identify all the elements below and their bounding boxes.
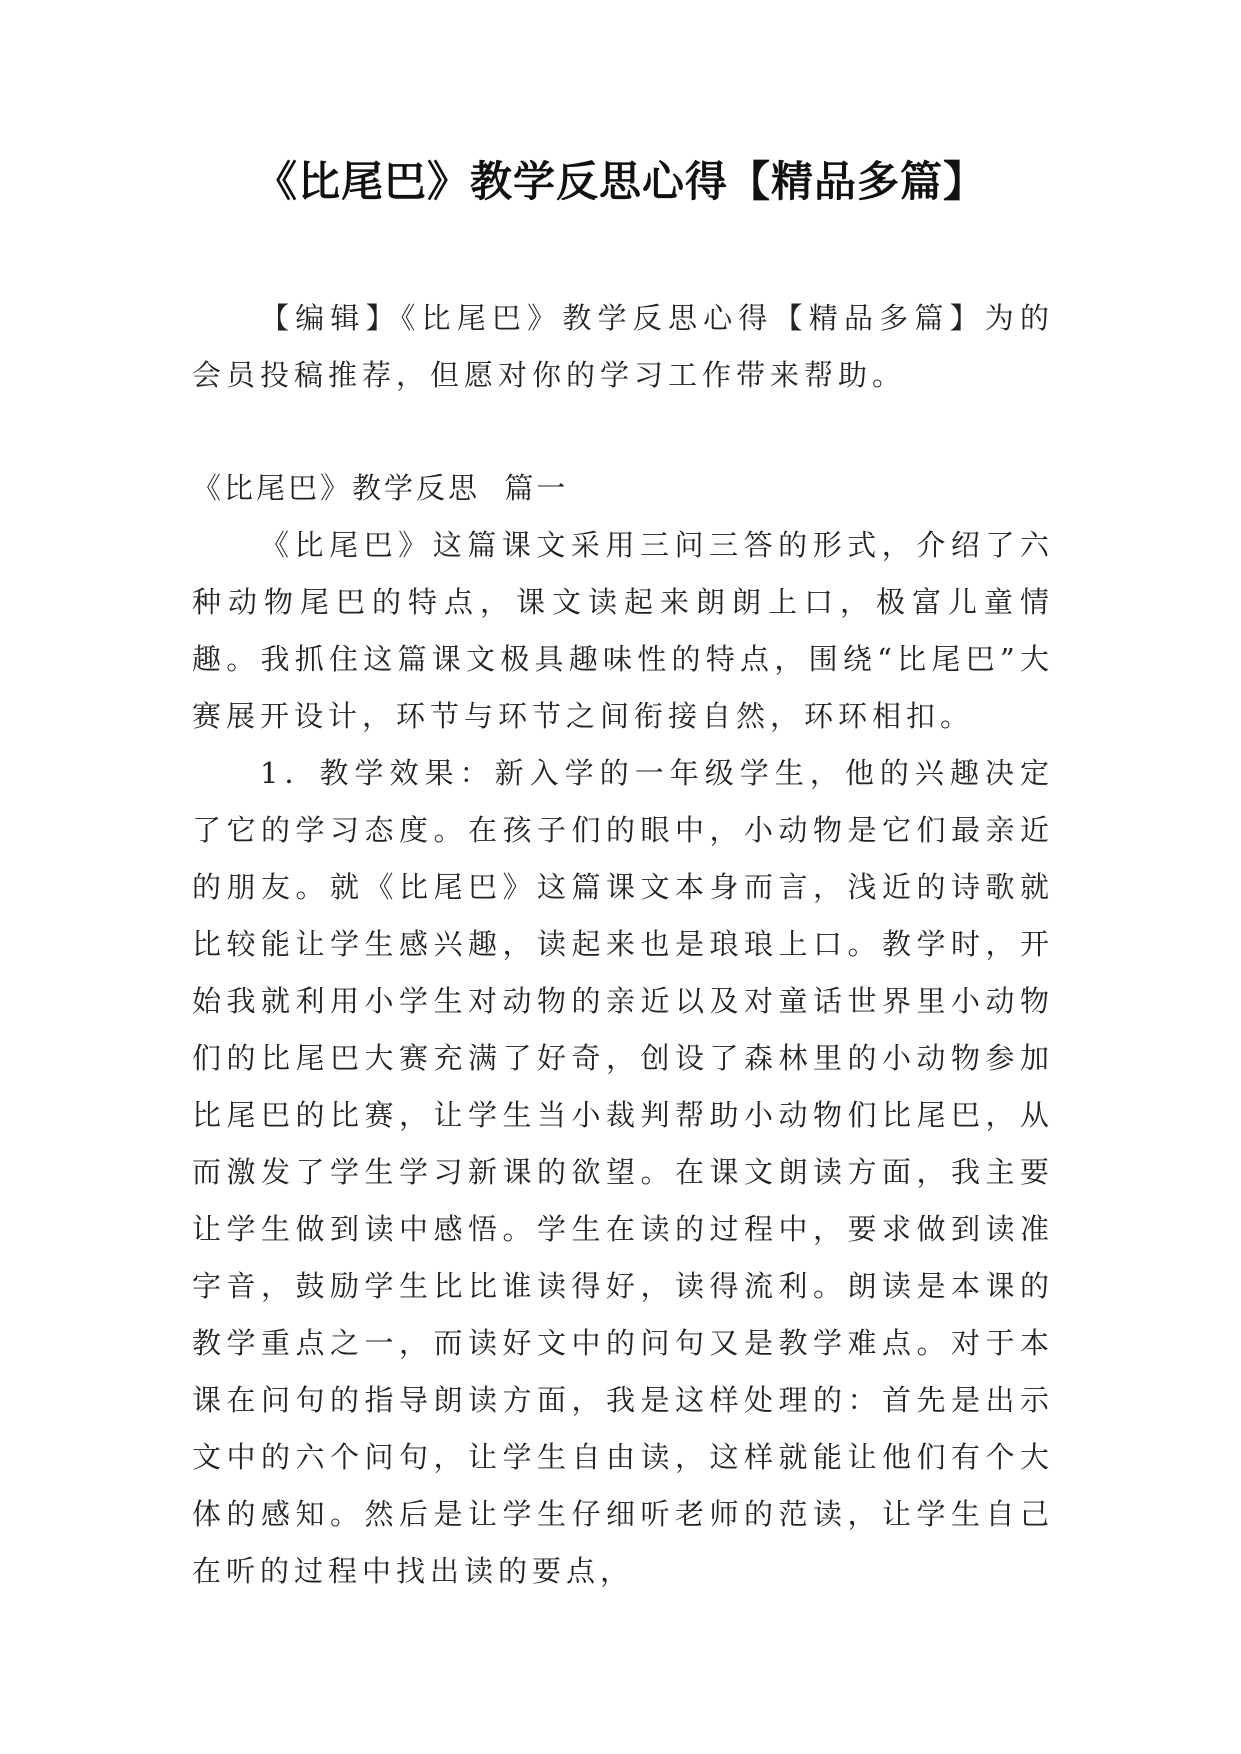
body-paragraph-2: 1．教学效果：新入学的一年级学生，他的兴趣决定了它的学习态度。在孩子们的眼中，小动物是它们最亲近的朋友。就《比尾巴》这篇课文本身而言，浅近的诗歌就比较能让学生感兴趣，读起来也是琅琅上口。教学时，开始我就利用小学生对动物的亲近以及对童话世界里小动物们的比尾巴大赛充满了好奇，创设了森林里的小动物参加比尾巴的比赛，让学生当小裁判帮助小动物们比尾巴，从而激发了学生学习新课的欲望。在课文朗读方面，我主要让学生做到读中感悟。学生在读的过程中，要求做到读准字音，鼓励学生比比谁读得好，读得流利。朗读是本课的教学重点之一，而读好文中的问句又是教学难点。对于本课在问句的指导朗读方面，我是这样处理的：首先是出示文中的六个问句，让学生自由读，这样就能让他们有个大体的感知。然后是让学生仔细听老师的范读，让学生自己在听的过程中找出读的要点， bbox=[192, 756, 1054, 1588]
intro-paragraph: 【编辑】《比尾巴》教学反思心得【精品多篇】为的会员投稿推荐，但愿对你的学习工作带来帮助。 bbox=[192, 301, 1054, 392]
section-heading: 《比尾巴》教学反思 篇一 bbox=[192, 471, 569, 505]
document-title: 《比尾巴》教学反思心得【精品多篇】 bbox=[254, 157, 986, 206]
body-paragraph-1: 《比尾巴》这篇课文采用三问三答的形式，介绍了六种动物尾巴的特点，课文读起来朗朗上口，极富儿童情趣。我抓住这篇课文极具趣味性的特点，围绕“比尾巴”大赛展开设计，环节与环节之间衔接自然，环环相扣。 bbox=[192, 528, 1054, 733]
